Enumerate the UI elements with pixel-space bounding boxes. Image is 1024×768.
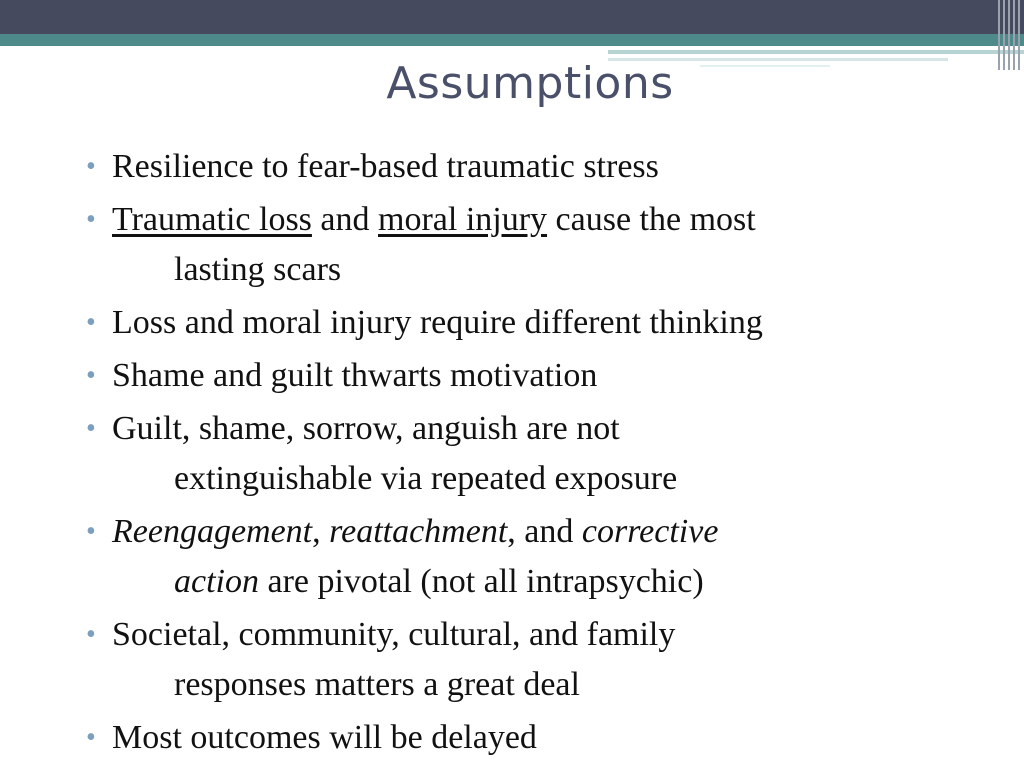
bullet-text: cause the most (547, 201, 756, 238)
underlined-term: Traumatic loss (112, 201, 312, 238)
teal-accent-band (0, 34, 1024, 46)
bullet-text: Resilience to fear-based traumatic stress (112, 148, 659, 185)
italic-term: action (174, 563, 259, 600)
bullet-item (86, 713, 986, 763)
bullet-dot-icon: • (86, 722, 96, 753)
bullet-text: and (311, 201, 379, 238)
slide-title: Assumptions (386, 58, 674, 109)
bullet-dot-icon: • (86, 413, 96, 444)
bullet-item (86, 351, 986, 401)
bullet-dot-icon: • (86, 516, 96, 547)
bullet-text: Most outcomes will be delayed (112, 719, 537, 756)
italic-term: reattachment (329, 513, 508, 550)
bullet-dot-icon: • (86, 360, 96, 391)
bullet-item (86, 195, 986, 295)
bullet-text: Guilt, shame, sorrow, anguish are not (112, 410, 620, 447)
bullet-text: are pivotal (not all intrapsychic) (258, 563, 704, 600)
bullet-continuation (112, 557, 986, 607)
bullet-continuation: lasting scars (174, 251, 342, 288)
bullet-text: Shame and guilt thwarts motivation (112, 357, 598, 394)
accent-line (608, 50, 1024, 54)
bullet-text: Loss and moral injury require different thinking (112, 304, 763, 341)
bullet-item (86, 404, 986, 504)
bullet-list (86, 142, 986, 766)
bullet-dot-icon: • (86, 619, 96, 650)
bullet-continuation: responses matters a great deal (174, 666, 580, 703)
italic-term: Reengagement (112, 513, 313, 550)
header-band (0, 0, 1024, 34)
bullet-continuation: extinguishable via repeated exposure (174, 460, 678, 497)
bullet-item (86, 298, 986, 348)
bullet-text: , (312, 513, 330, 550)
bullet-item (86, 142, 986, 192)
bullet-item (86, 507, 986, 607)
bullet-dot-icon: • (86, 307, 96, 338)
bullet-text: , and (507, 513, 582, 550)
bullet-item (86, 610, 986, 710)
italic-term: corrective (581, 513, 719, 550)
bullet-dot-icon: • (86, 151, 96, 182)
underlined-term: moral injury (378, 201, 548, 238)
bullet-text: Societal, community, cultural, and family (112, 616, 676, 653)
bullet-dot-icon: • (86, 204, 96, 235)
